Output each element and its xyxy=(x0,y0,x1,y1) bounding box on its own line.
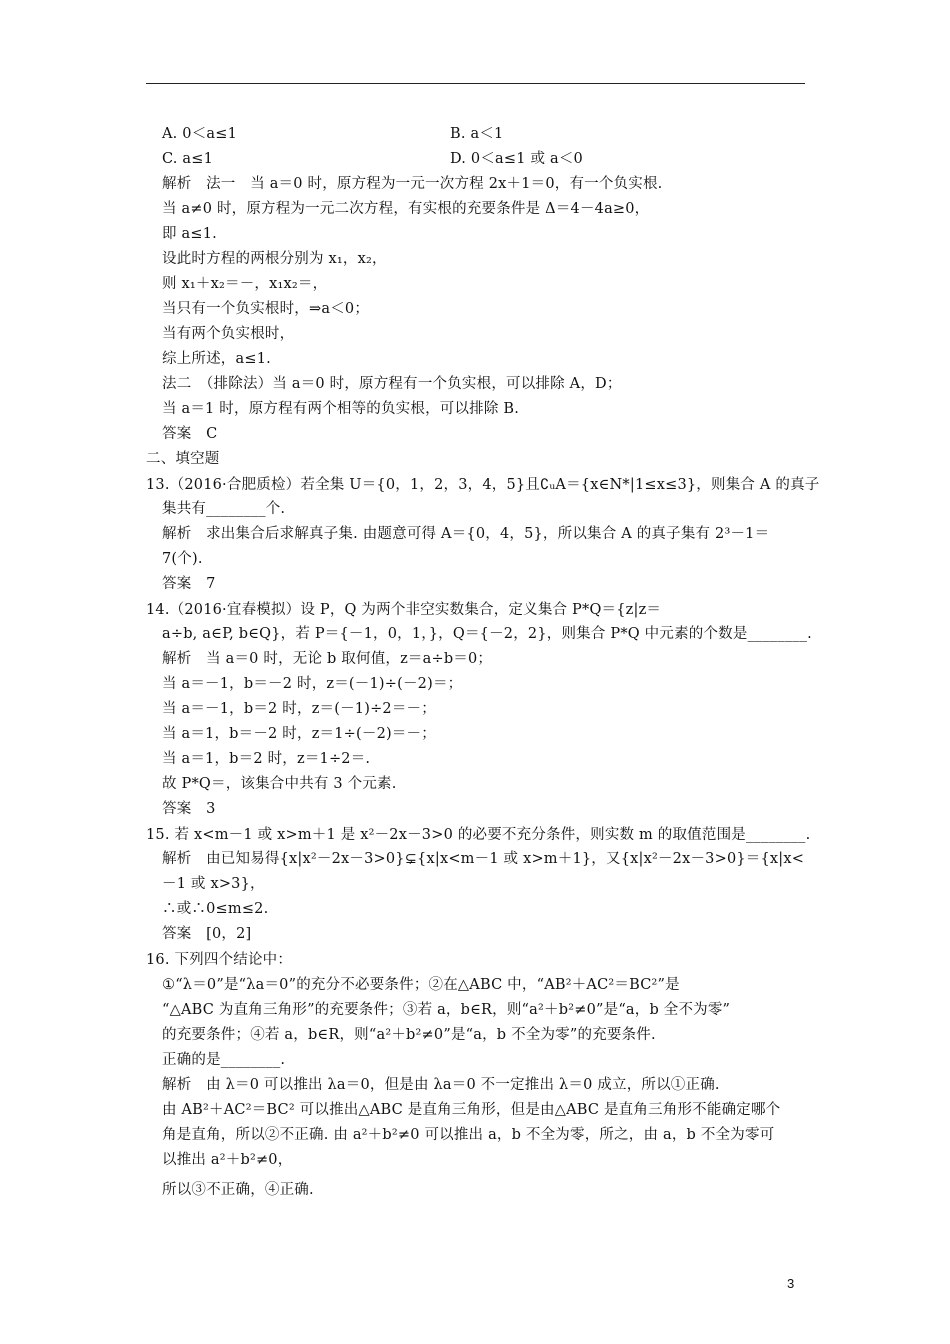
text-line: 解析 求出集合后求解真子集. 由题意可得 A＝{0，4，5}，所以集合 A 的真子集有 2³－1＝ xyxy=(162,526,770,542)
text-line: 13.（2016·合肥质检）若全集 U＝{0，1，2，3，4，5}且∁ᵤA＝{x∈N*|1≤x≤3}，则集合 A 的真子 xyxy=(146,477,820,493)
text-line: 当 a＝1，b＝－2 时，z＝1÷(－2)＝－； xyxy=(162,726,436,742)
text-line: 以推出 a²＋b²≠0， xyxy=(162,1152,293,1168)
text-line: “△ABC 为直角三角形”的充要条件；③若 a，b∈R，则“a²＋b²≠0”是“a，b 全不为零” xyxy=(162,1002,731,1018)
text-line: A. 0＜a≤1 xyxy=(162,126,238,142)
text-line: 解析 当 a＝0 时，无论 b 取何值，z＝a÷b＝0； xyxy=(162,651,493,667)
text-line: －1 或 x>3}， xyxy=(162,876,265,892)
text-line: 当 a＝－1，b＝2 时，z＝(－1)÷2＝－； xyxy=(162,701,436,717)
text-line: 当 a＝－1，b＝－2 时，z＝(－1)÷(－2)＝； xyxy=(162,676,463,692)
text-line: 则 x₁＋x₂＝－，x₁x₂＝， xyxy=(162,276,328,292)
text-line: 答案 C xyxy=(162,426,218,442)
text-line: 角是直角，所以②不正确. 由 a²＋b²≠0 可以推出 a，b 不全为零，所之，由 a，b 不全为零可 xyxy=(162,1127,775,1143)
text-line: 7(个). xyxy=(162,551,203,567)
text-line: D. 0＜a≤1 或 a＜0 xyxy=(450,151,583,167)
text-line: 二、填空题 xyxy=(146,451,220,467)
text-line: 综上所述，a≤1. xyxy=(162,351,271,367)
header-rule xyxy=(146,83,805,84)
text-line: 即 a≤1. xyxy=(162,226,217,242)
text-line: 14.（2016·宜春模拟）设 P，Q 为两个非空实数集合，定义集合 P*Q＝{z|z＝ xyxy=(146,602,662,618)
text-line: 集共有________个. xyxy=(162,501,286,517)
text-line: 解析 法一 当 a＝0 时，原方程为一元一次方程 2x＋1＝0，有一个负实根. xyxy=(162,176,663,192)
page-number: 3 xyxy=(787,1276,795,1291)
text-line: 设此时方程的两根分别为 x₁，x₂， xyxy=(162,251,387,267)
text-line: 答案 3 xyxy=(162,801,216,817)
text-line: 当 a＝1 时，原方程有两个相等的负实根，可以排除 B. xyxy=(162,401,520,417)
text-line: 法二 （排除法）当 a＝0 时，原方程有一个负实根，可以排除 A，D； xyxy=(162,376,622,392)
text-line: ①“λ＝0”是“λa＝0”的充分不必要条件；②在△ABC 中，“AB²＋AC²＝BC²”是 xyxy=(162,977,680,993)
text-line: 16. 下列四个结论中： xyxy=(146,952,293,968)
text-line: 正确的是________. xyxy=(162,1052,286,1068)
text-line: 所以③不正确，④正确. xyxy=(162,1182,314,1198)
text-line: C. a≤1 xyxy=(162,151,214,167)
text-line: 答案 [0，2] xyxy=(162,926,252,942)
text-line: B. a＜1 xyxy=(450,126,504,142)
text-line: a÷b, a∈P, b∈Q}，若 P＝{－1，0，1，}，Q＝{－2，2}，则集合 P*Q 中元素的个数是________. xyxy=(162,626,812,642)
text-line: 的充要条件；④若 a，b∈R，则“a²＋b²≠0”是“a，b 不全为零”的充要条件. xyxy=(162,1027,656,1043)
text-line: 由 AB²＋AC²＝BC² 可以推出△ABC 是直角三角形，但是由△ABC 是直角三角形不能确定哪个 xyxy=(162,1102,781,1118)
text-line: 解析 由已知易得{x|x²－2x－3>0}⊊{x|x<m－1 或 x>m＋1}，又{x|x²－2x－3>0}＝{x|x< xyxy=(162,851,805,867)
text-line: ∴或∴0≤m≤2. xyxy=(162,901,269,917)
text-line: 15. 若 x<m－1 或 x>m＋1 是 x²－2x－3>0 的必要不充分条件，则实数 m 的取值范围是________. xyxy=(146,827,811,843)
text-line: 答案 7 xyxy=(162,576,216,592)
text-line: 故 P*Q＝，该集合中共有 3 个元素. xyxy=(162,776,397,792)
text-line: 当 a≠0 时，原方程为一元二次方程，有实根的充要条件是 Δ＝4－4a≥0， xyxy=(162,201,650,217)
text-line: 当只有一个负实根时，⇒a＜0； xyxy=(162,301,370,317)
text-line: 当 a＝1，b＝2 时，z＝1÷2＝. xyxy=(162,751,371,767)
text-line: 解析 由 λ＝0 可以推出 λa＝0，但是由 λa＝0 不一定推出 λ＝0 成立，所以①正确. xyxy=(162,1077,720,1093)
text-line: 当有两个负实根时， xyxy=(162,326,295,342)
